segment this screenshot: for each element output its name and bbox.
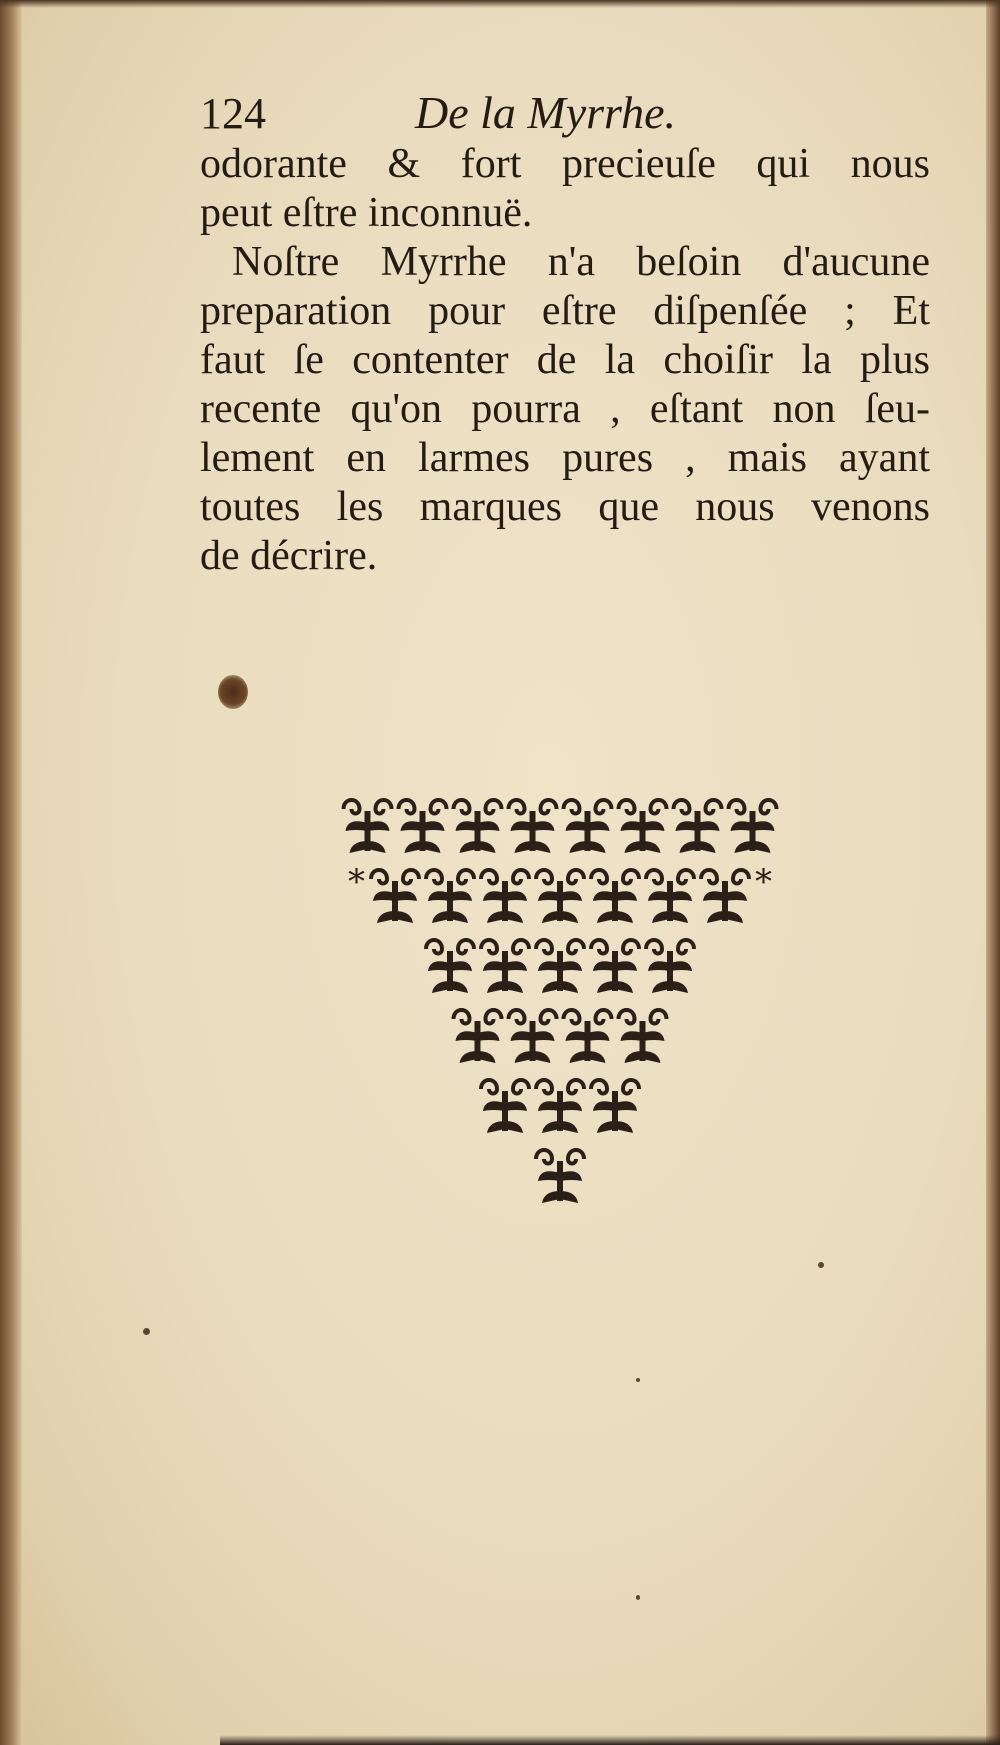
fleuron-glyph	[646, 940, 694, 993]
fleuron-glyph	[509, 1010, 557, 1063]
fleuron-glyph	[454, 800, 502, 853]
fleuron-glyph	[481, 1080, 529, 1133]
fleuron-glyph	[701, 870, 749, 923]
fleuron-glyph	[564, 1010, 612, 1063]
text-line: toutes les marques que nous venons	[200, 484, 930, 530]
fleuron-glyph	[619, 1010, 667, 1063]
fleuron-glyph	[536, 1080, 584, 1133]
fleuron-glyph	[591, 940, 639, 993]
text-line: odorante & fort precieuſe qui nous	[200, 141, 930, 187]
binding-shadow-left	[0, 0, 22, 1745]
page-edge-top	[0, 0, 1000, 8]
fleuron-glyph	[344, 800, 392, 853]
page-edge-right	[986, 0, 1000, 1745]
fleuron-glyph	[591, 870, 639, 923]
text-line: faut ſe contenter de la choiſir la plus	[200, 337, 930, 383]
text-line: peut eſtre inconnuë.	[200, 190, 533, 236]
fleuron-glyph	[371, 870, 419, 923]
fleuron-glyph	[564, 800, 612, 853]
ink-speck	[818, 1262, 824, 1268]
text-line: preparation pour eſtre diſpenſée ; Et	[200, 288, 930, 334]
asterisk-ornament: *	[348, 862, 365, 902]
ink-stain	[218, 675, 248, 709]
text-line: recente qu'on pourra , eſtant non ſeu-	[200, 386, 930, 432]
fleuron-glyph	[646, 870, 694, 923]
text-line: Noſtre Myrrhe n'a beſoin d'aucune	[232, 239, 930, 285]
text-line: de décrire.	[200, 533, 378, 579]
text-line: lement en larmes pures , mais ayant	[200, 435, 930, 481]
ink-speck	[143, 1328, 150, 1335]
fleuron-glyph	[481, 870, 529, 923]
fleuron-glyph	[426, 870, 474, 923]
page-edge-bottom	[220, 1735, 1000, 1745]
asterisk-ornament: *	[755, 862, 772, 902]
fleuron-glyph	[509, 800, 557, 853]
tailpiece-ornament	[290, 790, 850, 1250]
fleuron-glyph	[674, 800, 722, 853]
fleuron-glyph	[536, 870, 584, 923]
page-number: 124	[200, 89, 266, 138]
page-header	[200, 88, 930, 148]
fleuron-glyph	[591, 1080, 639, 1133]
fleuron-glyph	[399, 800, 447, 853]
fleuron-glyph	[536, 1150, 584, 1203]
body-text	[200, 140, 930, 581]
running-title: De la Myrrhe.	[415, 87, 677, 138]
ink-speck	[636, 1378, 640, 1382]
fleuron-glyph	[536, 940, 584, 993]
ink-speck	[636, 1595, 640, 1600]
fleuron-glyph	[454, 1010, 502, 1063]
fleuron-glyph	[426, 940, 474, 993]
fleuron-glyph	[481, 940, 529, 993]
fleuron-glyph	[619, 800, 667, 853]
fleuron-glyph	[729, 800, 777, 853]
